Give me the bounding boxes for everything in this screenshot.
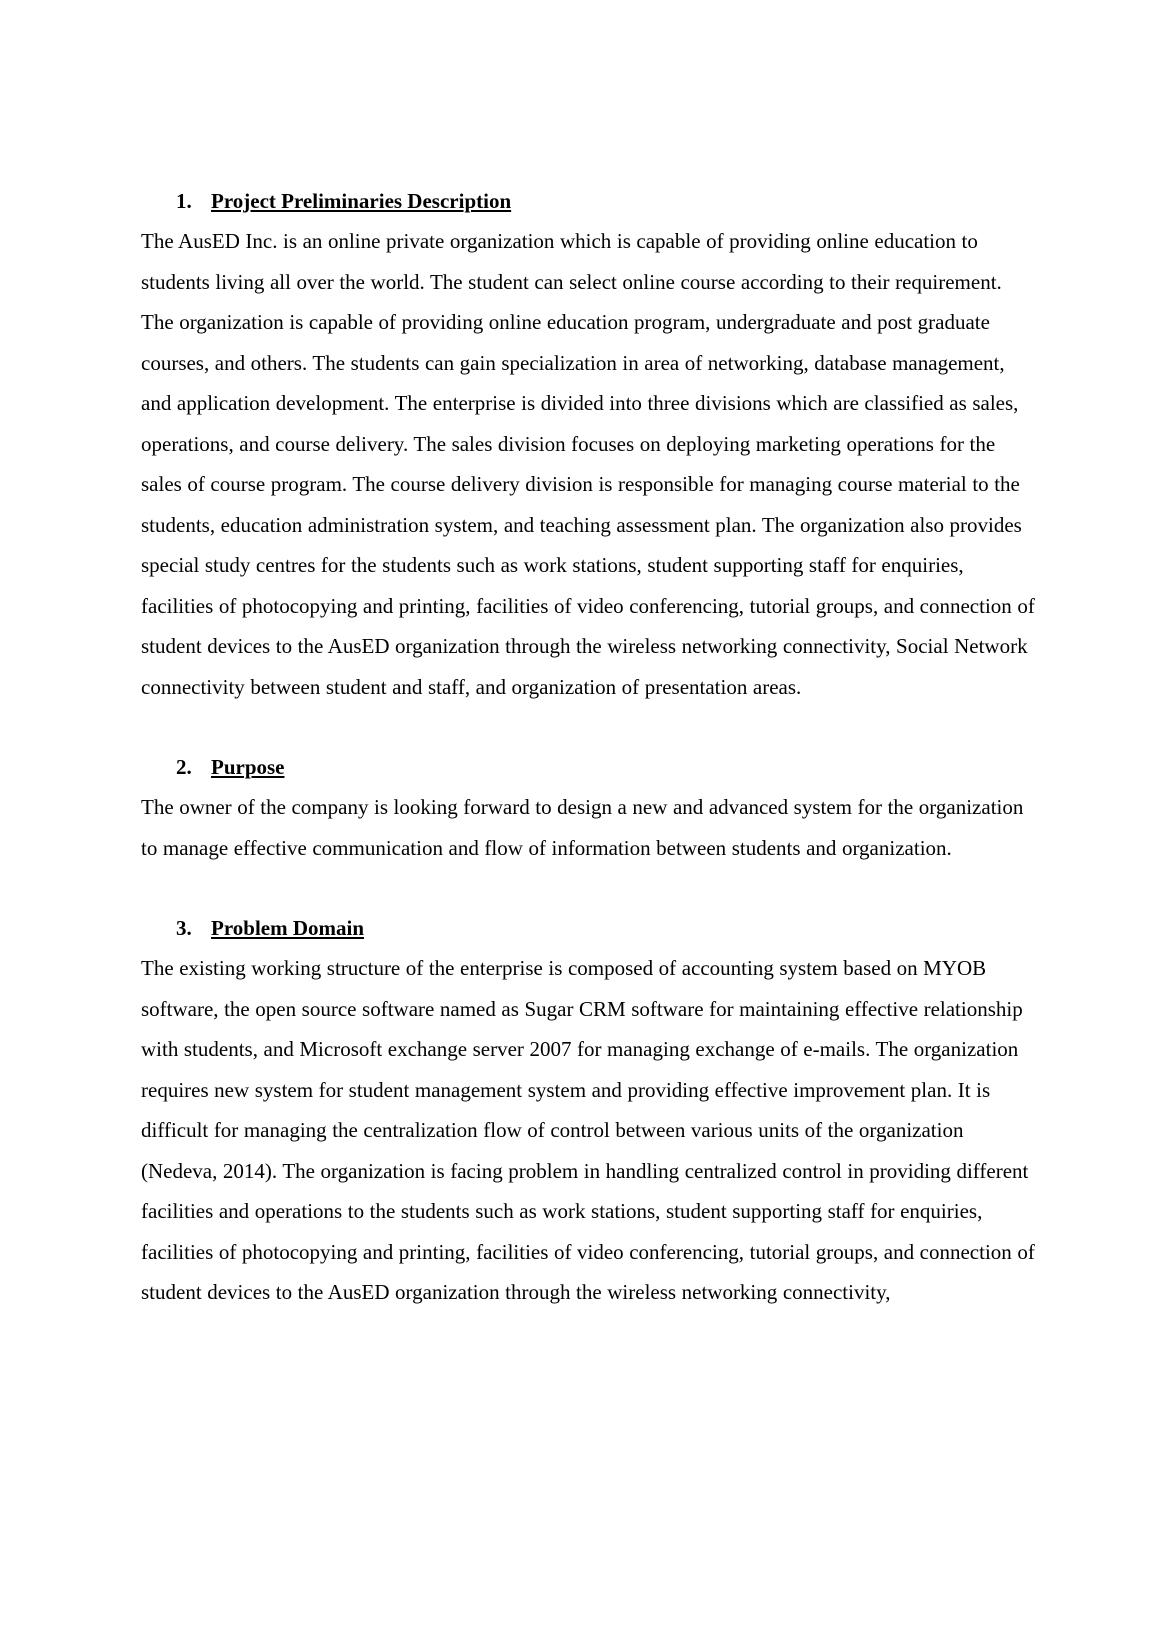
section-body: The existing working structure of the enterprise is composed of accounting system based on MYOB software, the open source software named as Sugar CRM software for maintaining effective relationship with students, and Microsoft exchange server 2007 for managing exchange of e-mails. The organization requires new system for student management system and providing effective improvement plan. It is difficult for managing the centralization flow of control between various units of the organization (Nedeva, 2014). The organization is facing problem in handling centralized control in providing different facilities and operations to the students such as work stations, student supporting staff for enquiries, facilities of photocopying and printing, facilities of video conferencing, tutorial groups, and connection of student devices to the AusED organization through the wireless networking connectivity,: [141, 956, 1035, 1304]
section-body: The AusED Inc. is an online private organization which is capable of providing online education to students living all over the world. The student can select online course according to their requirement. The organization is capable of providing online education program, undergraduate and post graduate courses, and others. The students can gain specialization in area of networking, database management, and application development. The enterprise is divided into three divisions which are classified as sales, operations, and course delivery. The sales division focuses on deploying marketing operations for the sales of course program. The course delivery division is responsible for managing course material to the students, education administration system, and teaching assessment plan. The organization also provides special study centres for the students such as work stations, student supporting staff for enquiries, facilities of photocopying and printing, facilities of video conferencing, tutorial groups, and connection of student devices to the AusED organization through the wireless networking connectivity, Social Network connectivity between student and staff, and organization of presentation areas.: [141, 229, 1035, 699]
section-title: Purpose: [211, 755, 285, 779]
section-heading: [176, 747, 1036, 787]
section-project-preliminaries: [141, 181, 1036, 707]
section-number: 2.: [176, 755, 192, 779]
section-number: 1.: [176, 189, 192, 213]
section-title: Project Preliminaries Description: [211, 189, 512, 213]
section-heading: [176, 908, 1036, 948]
section-problem-domain: [141, 908, 1036, 1313]
section-title: Problem Domain: [211, 916, 365, 940]
section-body: The owner of the company is looking forward to design a new and advanced system for the organization to manage effective communication and flow of information between students and organization.: [141, 795, 1024, 860]
section-heading: [176, 181, 1036, 221]
section-purpose: [141, 747, 1036, 868]
document-content: [141, 181, 1036, 1313]
section-number: 3.: [176, 916, 192, 940]
